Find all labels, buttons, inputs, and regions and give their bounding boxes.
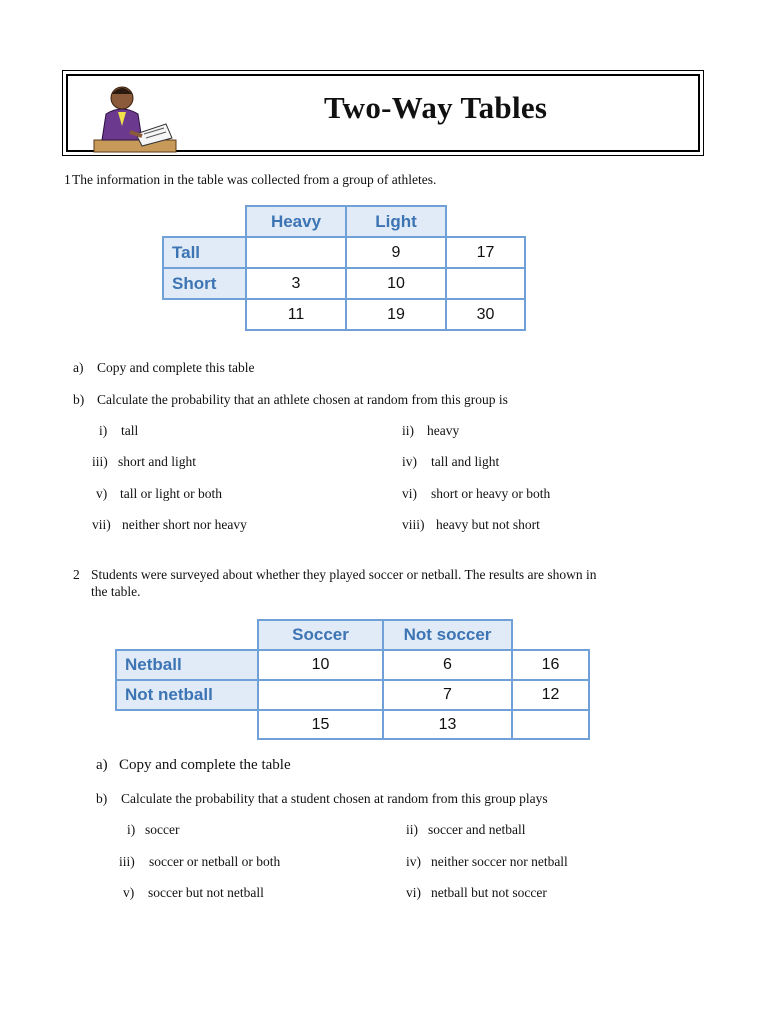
q2-part-marker: ii) [406, 822, 418, 837]
q1-two-way-table [162, 205, 526, 331]
total-cell: 19 [346, 299, 446, 330]
table-row [116, 680, 589, 710]
q1-part-text: tall and light [431, 454, 500, 469]
table-cell: 10 [346, 268, 446, 299]
q2-part-text: netball but not soccer [431, 885, 547, 900]
q2-part-marker: vi) [406, 885, 421, 900]
table-cell [258, 680, 383, 710]
q2-intro-line2: the table. [91, 584, 141, 599]
q1-part-text: neither short nor heavy [122, 517, 247, 532]
col-header: Soccer [258, 620, 383, 650]
q2-part-text: soccer [145, 822, 180, 837]
total-cell: 13 [383, 710, 512, 739]
q1-part-marker: v) [96, 486, 108, 501]
q1-part-marker: ii) [402, 423, 414, 438]
q2-part-text: soccer but not netball [148, 885, 264, 900]
header-box [62, 70, 704, 156]
teacher-clipart-icon [92, 78, 178, 156]
q2-b-marker: b) [96, 791, 108, 806]
page-title: Two-Way Tables [324, 90, 548, 125]
q2-part-marker: i) [127, 822, 136, 837]
q1-part-text: short and light [118, 454, 196, 469]
q2-b-text: Calculate the probability that a student chosen at random from this group plays [121, 791, 548, 806]
q2-two-way-table [115, 619, 590, 740]
table-cell: 17 [446, 237, 525, 268]
q1-part-text: tall [121, 423, 139, 438]
q1-part-text: tall or light or both [120, 486, 222, 501]
table-cell [446, 268, 525, 299]
q1-part-marker: vi) [402, 486, 417, 501]
col-header: Not soccer [383, 620, 512, 650]
q1-part-marker: i) [99, 423, 108, 438]
q2-part-marker: iii) [119, 854, 135, 869]
row-header: Tall [163, 237, 246, 268]
table-cell: 12 [512, 680, 589, 710]
table-row [163, 268, 525, 299]
table-cell: 3 [246, 268, 346, 299]
q2-a-text: Copy and complete the table [119, 757, 291, 773]
q1-part-text: short or heavy or both [431, 486, 551, 501]
table-header-row [116, 620, 589, 650]
table-cell: 9 [346, 237, 446, 268]
table-cell: 6 [383, 650, 512, 680]
col-header: Heavy [246, 206, 346, 237]
q2-number: 2 [73, 567, 80, 582]
q1-part-marker: iii) [92, 454, 108, 469]
q2-part-text: soccer or netball or both [149, 854, 281, 869]
row-header: Not netball [116, 680, 258, 710]
q1-part-marker: vii) [92, 517, 111, 532]
q1-b-text: Calculate the probability that an athlete chosen at random from this group is [97, 392, 508, 407]
q1-number: 1 [64, 172, 71, 187]
q1-part-text: heavy but not short [436, 517, 540, 532]
table-cell: 10 [258, 650, 383, 680]
q2-part-text: soccer and netball [428, 822, 526, 837]
q1-a-marker: a) [73, 360, 84, 375]
q1-b-marker: b) [73, 392, 85, 407]
total-cell: 30 [446, 299, 525, 330]
q2-intro-line1: Students were surveyed about whether they played soccer or netball. The results are shown in [91, 567, 597, 582]
col-header: Light [346, 206, 446, 237]
q1-part-marker: viii) [402, 517, 425, 532]
q1-a-text: Copy and complete this table [97, 360, 255, 375]
table-cell [246, 237, 346, 268]
q2-a-marker: a) [96, 757, 108, 773]
q2-part-text: neither soccer nor netball [431, 854, 568, 869]
q2-part-marker: iv) [406, 854, 421, 869]
table-totals-row [163, 299, 525, 330]
table-totals-row [116, 710, 589, 739]
total-cell: 11 [246, 299, 346, 330]
q1-part-text: heavy [427, 423, 460, 438]
table-row [116, 650, 589, 680]
total-cell [512, 710, 589, 739]
row-header: Netball [116, 650, 258, 680]
header-inner-border [66, 74, 700, 152]
table-cell: 16 [512, 650, 589, 680]
total-cell: 15 [258, 710, 383, 739]
table-cell: 7 [383, 680, 512, 710]
row-header: Short [163, 268, 246, 299]
table-row [163, 237, 525, 268]
q1-intro: The information in the table was collected from a group of athletes. [72, 172, 437, 187]
table-header-row [163, 206, 525, 237]
q1-part-marker: iv) [402, 454, 417, 469]
q2-part-marker: v) [123, 885, 135, 900]
